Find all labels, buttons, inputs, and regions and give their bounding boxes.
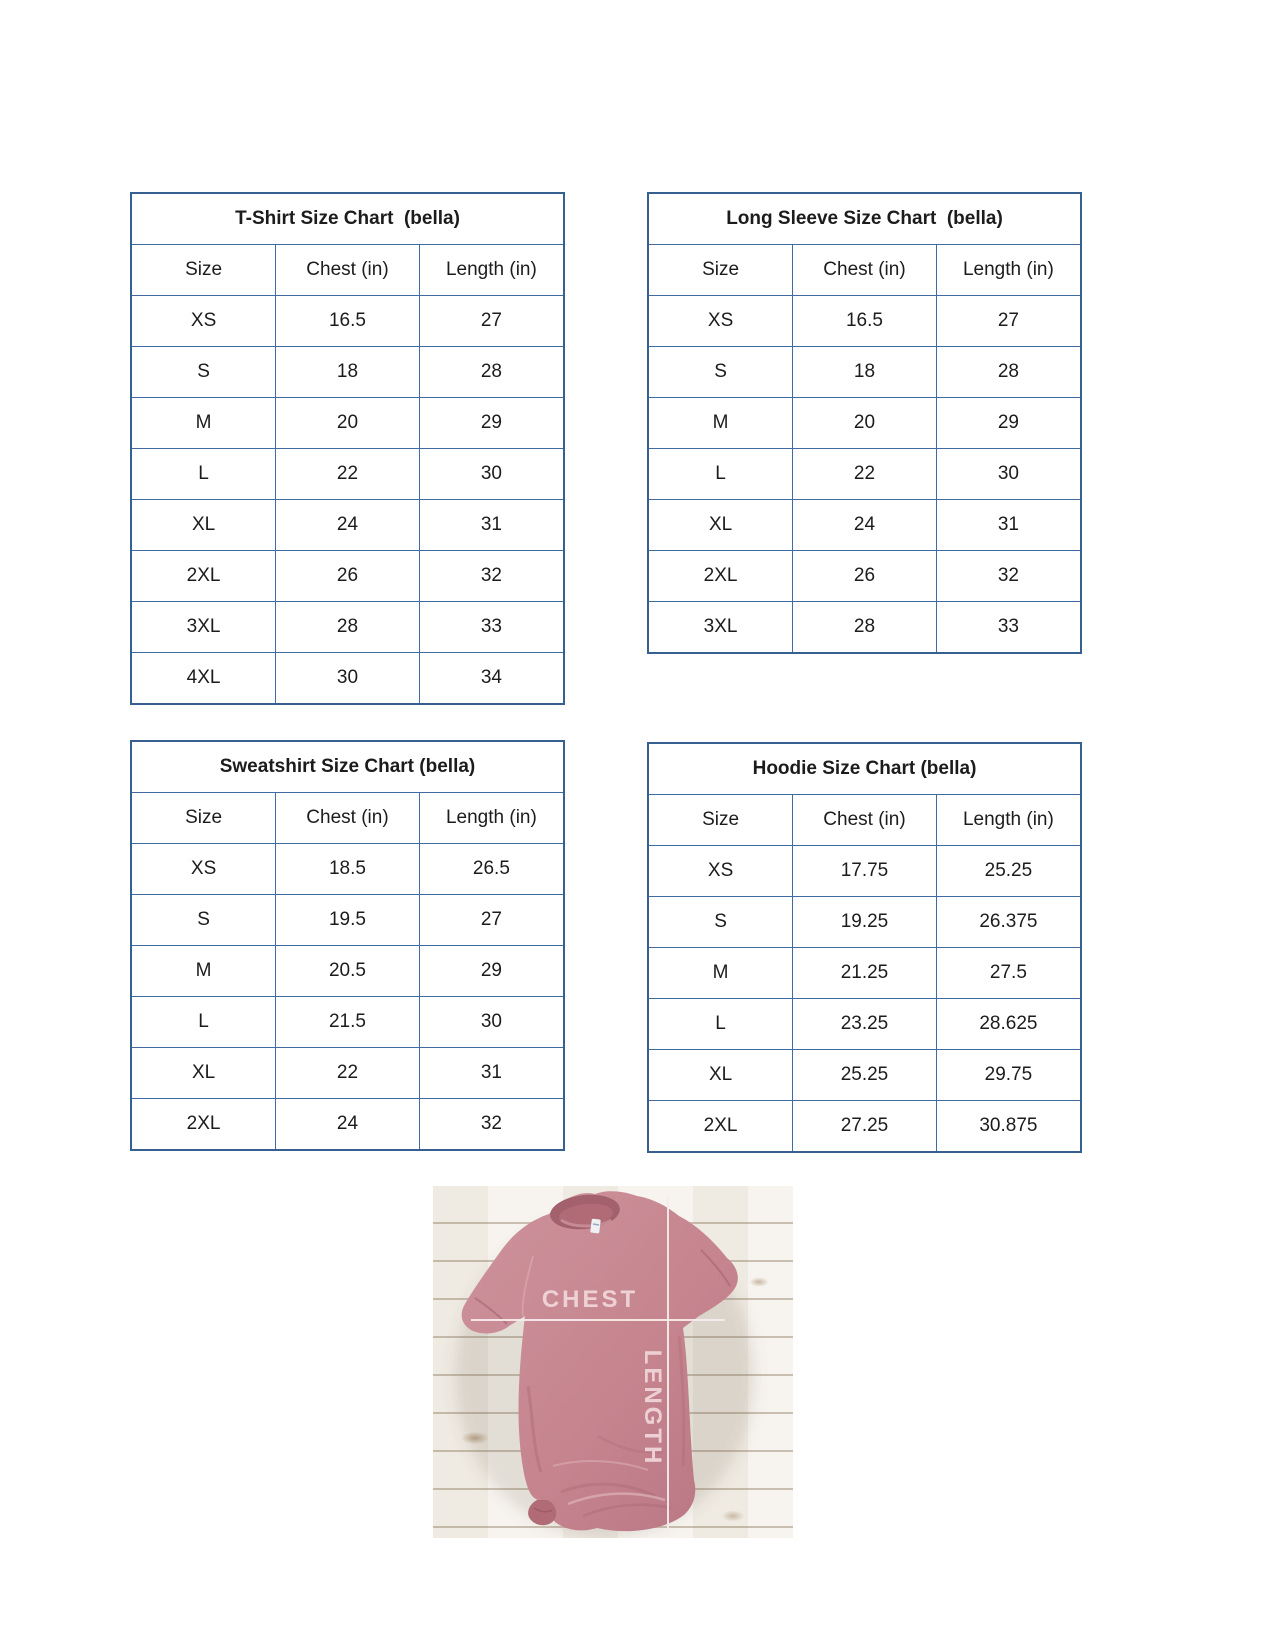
table-cell: 26: [276, 551, 420, 602]
column-header: Chest (in): [793, 245, 937, 296]
hoodie-size-chart-table: [647, 742, 1082, 1153]
table-cell: L: [132, 449, 276, 500]
table-cell: L: [649, 999, 793, 1050]
header-row: [132, 793, 563, 844]
table-cell: 4XL: [132, 653, 276, 704]
table-cell: L: [132, 997, 276, 1048]
table-cell: S: [649, 347, 793, 398]
table-cell: 28: [793, 602, 937, 653]
table-cell: 27: [936, 296, 1080, 347]
size-table-grid: [132, 793, 563, 1149]
table-cell: 28: [276, 602, 420, 653]
length-label: LENGTH: [639, 1349, 666, 1467]
table-cell: 34: [419, 653, 563, 704]
table-cell: 18.5: [276, 844, 420, 895]
table-cell: 32: [419, 1099, 563, 1150]
table-row: [649, 296, 1080, 347]
table-row: [649, 948, 1080, 999]
table-cell: 30: [936, 449, 1080, 500]
size-table-grid: [132, 245, 563, 703]
table-cell: 24: [276, 1099, 420, 1150]
table-row: [649, 1101, 1080, 1152]
table-cell: 32: [936, 551, 1080, 602]
chest-measure-line: [471, 1319, 725, 1321]
table-cell: 27.25: [793, 1101, 937, 1152]
table-cell: 28: [419, 347, 563, 398]
table-cell: 20: [793, 398, 937, 449]
column-header: Size: [649, 795, 793, 846]
table-cell: S: [649, 897, 793, 948]
table-cell: 26.375: [936, 897, 1080, 948]
table-cell: M: [132, 946, 276, 997]
table-title: Hoodie Size Chart (bella): [649, 744, 1080, 795]
table-row: [132, 347, 563, 398]
table-cell: 2XL: [132, 1099, 276, 1150]
column-header: Size: [132, 245, 276, 296]
table-title: Sweatshirt Size Chart (bella): [132, 742, 563, 793]
table-cell: 22: [276, 1048, 420, 1099]
column-header: Length (in): [419, 793, 563, 844]
table-cell: L: [649, 449, 793, 500]
table-row: [132, 653, 563, 704]
tshirt-measurement-photo: [433, 1186, 793, 1538]
column-header: Chest (in): [276, 793, 420, 844]
table-row: [649, 602, 1080, 653]
table-cell: XS: [132, 296, 276, 347]
table-cell: 18: [793, 347, 937, 398]
table-cell: 19.5: [276, 895, 420, 946]
table-row: [649, 500, 1080, 551]
table-cell: 27: [419, 895, 563, 946]
table-row: [132, 398, 563, 449]
table-row: [132, 1048, 563, 1099]
column-header: Size: [132, 793, 276, 844]
table-cell: 21.5: [276, 997, 420, 1048]
size-table-grid: [649, 795, 1080, 1151]
table-cell: 32: [419, 551, 563, 602]
column-header: Length (in): [419, 245, 563, 296]
table-row: [132, 1099, 563, 1150]
column-header: Length (in): [936, 795, 1080, 846]
table-cell: 17.75: [793, 846, 937, 897]
table-cell: 30: [276, 653, 420, 704]
table-cell: 28.625: [936, 999, 1080, 1050]
size-table-grid: [649, 245, 1080, 652]
table-row: [132, 449, 563, 500]
table-cell: 29.75: [936, 1050, 1080, 1101]
table-cell: 2XL: [649, 1101, 793, 1152]
table-cell: M: [132, 398, 276, 449]
table-cell: XL: [649, 500, 793, 551]
header-row: [132, 245, 563, 296]
table-row: [649, 449, 1080, 500]
length-measure-line: [667, 1196, 669, 1536]
table-row: [132, 946, 563, 997]
table-row: [132, 602, 563, 653]
table-cell: 30.875: [936, 1101, 1080, 1152]
table-cell: 3XL: [649, 602, 793, 653]
sweatshirt-size-chart-table: [130, 740, 565, 1151]
table-row: [132, 551, 563, 602]
table-title: Long Sleeve Size Chart (bella): [649, 194, 1080, 245]
table-row: [132, 895, 563, 946]
table-cell: 24: [793, 500, 937, 551]
table-cell: 23.25: [793, 999, 937, 1050]
header-row: [649, 795, 1080, 846]
table-cell: XL: [132, 500, 276, 551]
table-cell: 22: [793, 449, 937, 500]
tshirt-size-chart-table: [130, 192, 565, 705]
table-cell: XS: [649, 846, 793, 897]
table-cell: 33: [419, 602, 563, 653]
table-cell: 31: [936, 500, 1080, 551]
table-cell: 20.5: [276, 946, 420, 997]
table-cell: 31: [419, 500, 563, 551]
table-cell: XL: [132, 1048, 276, 1099]
tshirt-illustration: [433, 1186, 793, 1538]
table-cell: 31: [419, 1048, 563, 1099]
table-cell: 18: [276, 347, 420, 398]
table-row: [649, 551, 1080, 602]
table-cell: 27: [419, 296, 563, 347]
table-cell: 33: [936, 602, 1080, 653]
table-row: [649, 846, 1080, 897]
table-cell: 28: [936, 347, 1080, 398]
table-cell: XL: [649, 1050, 793, 1101]
table-cell: 3XL: [132, 602, 276, 653]
table-cell: 20: [276, 398, 420, 449]
table-cell: XS: [649, 296, 793, 347]
table-cell: 29: [936, 398, 1080, 449]
table-cell: 30: [419, 449, 563, 500]
table-cell: 29: [419, 398, 563, 449]
table-cell: S: [132, 347, 276, 398]
table-row: [132, 997, 563, 1048]
table-row: [132, 844, 563, 895]
header-row: [649, 245, 1080, 296]
table-cell: 16.5: [793, 296, 937, 347]
table-row: [649, 347, 1080, 398]
table-row: [132, 296, 563, 347]
longsleeve-size-chart-table: [647, 192, 1082, 654]
table-cell: 29: [419, 946, 563, 997]
table-row: [649, 398, 1080, 449]
table-cell: 25.25: [936, 846, 1080, 897]
column-header: Chest (in): [276, 245, 420, 296]
column-header: Length (in): [936, 245, 1080, 296]
table-cell: 16.5: [276, 296, 420, 347]
table-row: [132, 500, 563, 551]
column-header: Size: [649, 245, 793, 296]
table-cell: 22: [276, 449, 420, 500]
table-cell: 24: [276, 500, 420, 551]
table-cell: 2XL: [649, 551, 793, 602]
column-header: Chest (in): [793, 795, 937, 846]
table-cell: 19.25: [793, 897, 937, 948]
table-row: [649, 897, 1080, 948]
chest-label: CHEST: [541, 1286, 639, 1313]
table-cell: 27.5: [936, 948, 1080, 999]
table-row: [649, 999, 1080, 1050]
table-cell: M: [649, 948, 793, 999]
table-row: [649, 1050, 1080, 1101]
table-cell: 25.25: [793, 1050, 937, 1101]
table-cell: XS: [132, 844, 276, 895]
table-title: T-Shirt Size Chart (bella): [132, 194, 563, 245]
table-cell: 21.25: [793, 948, 937, 999]
table-cell: 30: [419, 997, 563, 1048]
table-cell: S: [132, 895, 276, 946]
table-cell: M: [649, 398, 793, 449]
table-cell: 2XL: [132, 551, 276, 602]
table-cell: 26.5: [419, 844, 563, 895]
table-cell: 26: [793, 551, 937, 602]
